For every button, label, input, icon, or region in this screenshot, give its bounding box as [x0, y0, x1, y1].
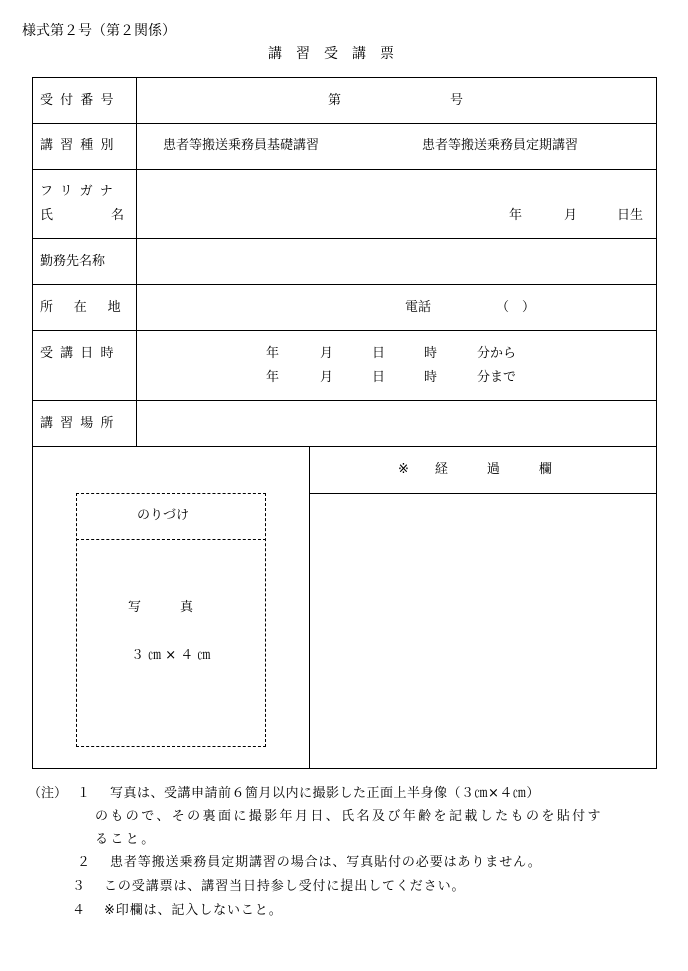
- course-type-label: 講習種別: [40, 138, 121, 153]
- from-day: 日: [372, 346, 386, 361]
- form-number: 様式第２号（第２関係）: [22, 23, 176, 39]
- workplace-field[interactable]: [137, 239, 656, 284]
- birth-day: 日生: [617, 208, 644, 223]
- birth-month: 月: [564, 208, 578, 223]
- reception-go: 号: [450, 93, 464, 108]
- to-month: 月: [320, 370, 334, 385]
- photo-area[interactable]: [76, 493, 266, 747]
- photo-glue-divider: [76, 539, 266, 540]
- notes-prefix: （注）: [28, 786, 68, 801]
- progress-header: ※ 経 過 欄: [398, 462, 552, 477]
- reception-number-label: 受付番号: [40, 93, 121, 108]
- note-4-number: ４: [72, 903, 86, 918]
- page-title: 講 習 受 講 票: [268, 46, 394, 62]
- note-3-line-1: この受講票は、講習当日持参し受付に提出してください。: [104, 879, 466, 894]
- course-option-basic[interactable]: 患者等搬送乗務員基礎講習: [163, 138, 320, 153]
- phone-paren: （ ）: [496, 300, 536, 315]
- to-year: 年: [266, 370, 280, 385]
- photo-label: 写 真: [128, 600, 194, 615]
- datetime-label: 受講日時: [40, 346, 121, 361]
- note-3-number: ３: [72, 879, 86, 894]
- row-divider-1: [32, 123, 657, 124]
- note-2-number: ２: [77, 855, 91, 870]
- note-4-line-1: ※印欄は、記入しないこと。: [104, 903, 283, 918]
- phone-label: 電話: [405, 300, 432, 315]
- to-day: 日: [372, 370, 386, 385]
- venue-label: 講習場所: [40, 416, 121, 431]
- reception-number-field[interactable]: [137, 78, 656, 123]
- progress-field: [310, 494, 656, 768]
- photo-size: ３ ㎝ × ４ ㎝: [131, 648, 211, 663]
- workplace-label: 勤務先名称: [40, 254, 106, 269]
- note-1-line-2: のもので、その裏面に撮影年月日、氏名及び年齢を記載したものを貼付す: [95, 809, 603, 824]
- address-field[interactable]: [137, 285, 656, 330]
- birth-year: 年: [509, 208, 523, 223]
- photo-glue-label: のりづけ: [137, 508, 190, 523]
- note-2-line-1: 患者等搬送乗務員定期講習の場合は、写真貼付の必要はありません。: [110, 855, 542, 870]
- course-option-periodic[interactable]: 患者等搬送乗務員定期講習: [422, 138, 579, 153]
- furigana-label: フリガナ: [40, 184, 120, 199]
- from-year: 年: [266, 346, 280, 361]
- datetime-field[interactable]: [137, 331, 656, 400]
- note-1-line-1: 写真は、受講申請前６箇月以内に撮影した正面上半身像（３㎝×４㎝）: [110, 786, 540, 801]
- to-minute: 分まで: [477, 370, 517, 385]
- to-hour: 時: [424, 370, 438, 385]
- row-divider-7: [32, 446, 657, 447]
- reception-dai: 第: [328, 93, 342, 108]
- address-label: 所在地: [40, 300, 142, 315]
- venue-field[interactable]: [137, 401, 656, 446]
- note-1-line-3: ること。: [95, 832, 157, 847]
- from-minute: 分から: [477, 346, 517, 361]
- name-field[interactable]: [137, 170, 656, 238]
- name-label-right: 名: [111, 208, 125, 223]
- from-month: 月: [320, 346, 334, 361]
- name-label-left: 氏: [40, 208, 54, 223]
- note-1-number: １: [77, 786, 91, 801]
- from-hour: 時: [424, 346, 438, 361]
